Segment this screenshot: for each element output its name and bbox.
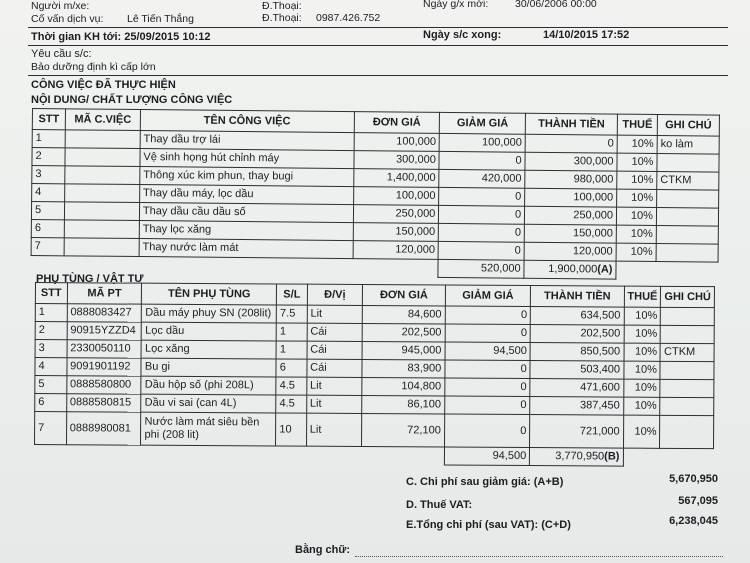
parts-unit: Cái [307,323,363,341]
work-amount: 250,000 [525,206,617,225]
parts-col-name: TÊN PHỤ TÙNG [142,283,277,305]
parts-col-amount: THÀNH TIỀN [531,286,624,308]
parts-tax: 10% [624,343,661,361]
parts-amount: 634,500 [531,307,624,326]
parts-code: 0888083427 [67,304,142,322]
work-name: Thông xúc kim phun, thay bugi [140,167,354,187]
parts-total-amount: 3,770,950 [555,450,605,463]
header-divider-3 [28,75,728,76]
request-value: Bảo dưỡng định kì cấp lớn [31,61,156,73]
parts-code: 2330050110 [67,340,142,358]
parts-amount: 721,000 [530,415,623,449]
phone1-label: Đ.Thoại: [262,0,302,12]
parts-name: Dầu máy phuy SN (208lit) [142,304,277,323]
parts-tax: 10% [623,361,660,379]
work-done-title: CÔNG VIỆC ĐÃ THỰC HIỆN [31,79,176,91]
parts-discount: 0 [445,360,531,379]
work-col-price: ĐƠN GIÁ [354,112,440,134]
work-tax: 10% [616,243,656,261]
parts-amount: 850,500 [530,343,623,362]
parts-discount: 0 [444,414,530,448]
parts-qty: 6 [276,359,307,377]
work-tax: 10% [616,225,656,243]
parts-price: 84,600 [362,306,445,325]
work-name: Thay dầu máy, lọc dầu [139,185,353,205]
parts-discount: 0 [445,378,531,397]
parts-unit: Lit [307,305,363,323]
last-service-value: 30/06/2006 00:00 [515,0,597,10]
work-discount: 0 [439,151,525,170]
work-discount: 420,000 [439,169,525,188]
work-tax: 10% [616,207,656,225]
last-service-label: Ngày g/x mới: [423,0,489,10]
parts-name: Dầu hộp số (phi 208L) [141,376,276,395]
work-stt: 1 [32,130,65,148]
parts-tax: 10% [623,397,660,415]
work-stt: 5 [31,202,64,220]
parts-code: 0888980081 [66,412,141,445]
parts-discount: 0 [445,324,531,343]
parts-stt: 5 [35,376,67,394]
parts-note [661,325,715,343]
work-discount: 100,000 [439,133,525,152]
parts-tax: 10% [624,307,661,325]
parts-price: 202,500 [362,324,445,343]
parts-stt: 2 [35,322,67,340]
work-col-name: TÊN CÔNG VIỆC [140,110,354,133]
work-code [65,148,140,167]
work-code [65,166,140,185]
parts-col-qty: S/L [277,284,308,305]
amount-in-words-line [355,556,723,557]
parts-col-stt: STT [35,283,67,304]
work-code [65,130,140,149]
work-code [65,184,140,203]
parts-qty: 1 [276,323,307,341]
parts-stt: 1 [35,304,67,322]
parts-code: 0888580815 [66,394,141,412]
work-col-amount: THÀNH TIỀN [525,113,617,135]
work-tax: 10% [617,153,657,171]
parts-row [35,412,714,449]
work-note: CTKM [657,172,719,191]
work-name: Thay lọc xăng [139,221,353,241]
parts-qty: 7.5 [277,305,308,323]
parts-total-tag: (B) [604,450,620,463]
phone2-value: 0987.426.752 [316,12,381,24]
parts-code: 0888580800 [66,376,141,394]
parts-discount: 94,500 [445,342,531,361]
parts-qty: 10 [276,413,307,446]
parts-unit: Lit [306,413,362,446]
parts-total-discount: 94,500 [444,447,530,466]
parts-name: Dầu vi sai (can 4L) [141,394,276,413]
parts-note [660,397,714,415]
work-col-discount: GIẢM GIÁ [440,112,526,134]
parts-qty: 4.5 [276,395,307,413]
parts-name: Nước làm mát siêu bền phi (208 lit) [141,412,276,446]
parts-unit: Lit [306,377,362,395]
work-discount: 0 [438,241,524,260]
work-tax: 10% [617,135,657,153]
work-amount: 0 [525,134,617,153]
work-code [64,202,139,221]
request-label: Yêu cầu s/c: [31,48,92,60]
parts-price: 86,100 [362,395,445,414]
parts-col-tax: THUẾ [624,286,661,307]
summary-e-label: E.Tổng chi phí (sau VAT): (C+D) [406,519,571,531]
parts-price: 72,100 [362,413,445,447]
parts-note [661,307,715,325]
work-code [64,220,139,239]
work-total-amount: 1,900,000 [548,262,598,276]
work-note [656,225,718,244]
summary-d-label: D. Thuế VAT: [406,499,473,511]
parts-col-note: GHI CHÚ [661,286,715,307]
parts-stt: 7 [35,412,67,445]
work-note: ko làm [657,136,719,155]
work-tax: 10% [617,171,657,189]
parts-stt: 6 [35,394,67,412]
parts-code: 9091901192 [67,358,142,376]
work-table [30,108,720,281]
parts-amount: 387,450 [530,397,623,416]
parts-amount: 503,400 [530,361,623,380]
work-name: Thay nước làm mát [139,239,353,259]
work-total-amount-cell [524,260,616,279]
work-note [657,154,719,173]
parts-qty: 4.5 [276,377,307,395]
parts-note [660,361,714,379]
work-stt: 6 [31,219,64,237]
parts-stt: 4 [35,358,67,376]
work-price: 100,000 [354,133,440,152]
parts-price: 83,900 [362,360,445,379]
parts-discount: 0 [445,306,531,325]
work-price: 150,000 [353,223,439,242]
work-name: Vệ sinh họng hút chỉnh máy [140,149,354,169]
parts-unit: Cái [307,341,363,359]
parts-col-code: MÃ PT [67,283,142,304]
summary-e-value: 6,238,045 [669,515,718,527]
parts-total-amount-cell [530,448,623,467]
advisor-name: Lê Tiến Thắng [127,13,194,25]
parts-title: PHỤ TÙNG / VẬT TƯ [36,273,144,285]
parts-tax: 10% [623,379,660,397]
work-stt: 4 [32,184,65,202]
parts-col-price: ĐƠN GIÁ [363,285,446,307]
work-price: 100,000 [353,187,439,206]
completion-label: Ngày s/c xong: [423,29,502,41]
parts-note [660,415,714,448]
work-stt: 7 [31,237,64,255]
parts-tax: 10% [624,325,661,343]
work-col-tax: THUẾ [617,114,657,135]
summary-d-value: 567,095 [678,495,718,507]
parts-tax: 10% [623,415,660,448]
work-amount: 120,000 [524,242,616,261]
work-discount: 0 [439,205,525,224]
parts-col-discount: GIẢM GIÁ [445,285,531,307]
work-total-discount: 520,000 [438,259,524,278]
header-divider-1 [28,27,728,28]
header-divider-2 [28,45,728,46]
parts-unit: Lit [306,395,362,413]
parts-note [660,379,714,397]
parts-stt: 3 [35,340,67,358]
work-col-code: MÃ C.VIỆC [65,109,140,131]
phone2-label: Đ.Thoại: [262,12,302,24]
work-amount: 980,000 [525,170,617,189]
work-col-stt: STT [32,109,65,130]
parts-amount: 202,500 [530,325,623,344]
work-note [656,243,718,262]
work-amount: 300,000 [525,152,617,171]
parts-note: CTKM [661,343,715,361]
work-price: 1,400,000 [353,169,439,188]
parts-name: Lọc xăng [141,340,276,359]
work-code [64,238,139,257]
work-col-note: GHI CHÚ [657,115,719,137]
parts-code: 90915YZZD4 [67,322,142,340]
work-total-tag: (A) [597,263,613,276]
work-price: 250,000 [353,205,439,224]
work-stt: 3 [32,166,65,184]
parts-name: Lọc dầu [142,322,277,341]
parts-table [34,282,715,467]
parts-total-row [34,445,713,467]
summary-c-label: C. Chi phí sau giảm giá: (A+B) [406,476,564,488]
parts-price: 104,800 [362,378,445,397]
work-name: Thay dầu trợ lái [140,131,354,151]
work-price: 300,000 [353,151,439,170]
work-name: Thay dầu cầu dầu số [139,203,353,223]
completion-value: 14/10/2015 17:52 [543,29,630,41]
amount-in-words-label: Bằng chữ: [295,544,351,556]
advisor-label: Cố vấn dịch vụ: [31,13,104,25]
work-amount: 100,000 [525,188,617,207]
work-note [657,190,719,209]
work-stt: 2 [32,148,65,166]
parts-name: Bu gi [141,358,276,377]
work-discount: 0 [439,187,525,206]
work-quality-title: NỘI DUNG/ CHẤT LƯỢNG CÔNG VIỆC [31,94,233,106]
parts-unit: Cái [307,359,363,377]
scheduled-time: Thời gian KH tới: 25/09/2015 10:12 [31,31,211,43]
work-tax: 10% [617,189,657,207]
summary-c-value: 5,670,950 [669,473,718,485]
work-amount: 150,000 [524,224,616,243]
work-note [656,207,718,226]
customer-label: Người m/xe: [31,0,90,12]
parts-discount: 0 [444,396,530,415]
work-price: 120,000 [353,241,439,260]
work-discount: 0 [439,223,525,242]
parts-amount: 471,600 [530,379,623,398]
parts-price: 945,000 [362,342,445,361]
parts-col-unit: Đ/Vị [307,284,363,305]
parts-qty: 1 [276,341,307,359]
